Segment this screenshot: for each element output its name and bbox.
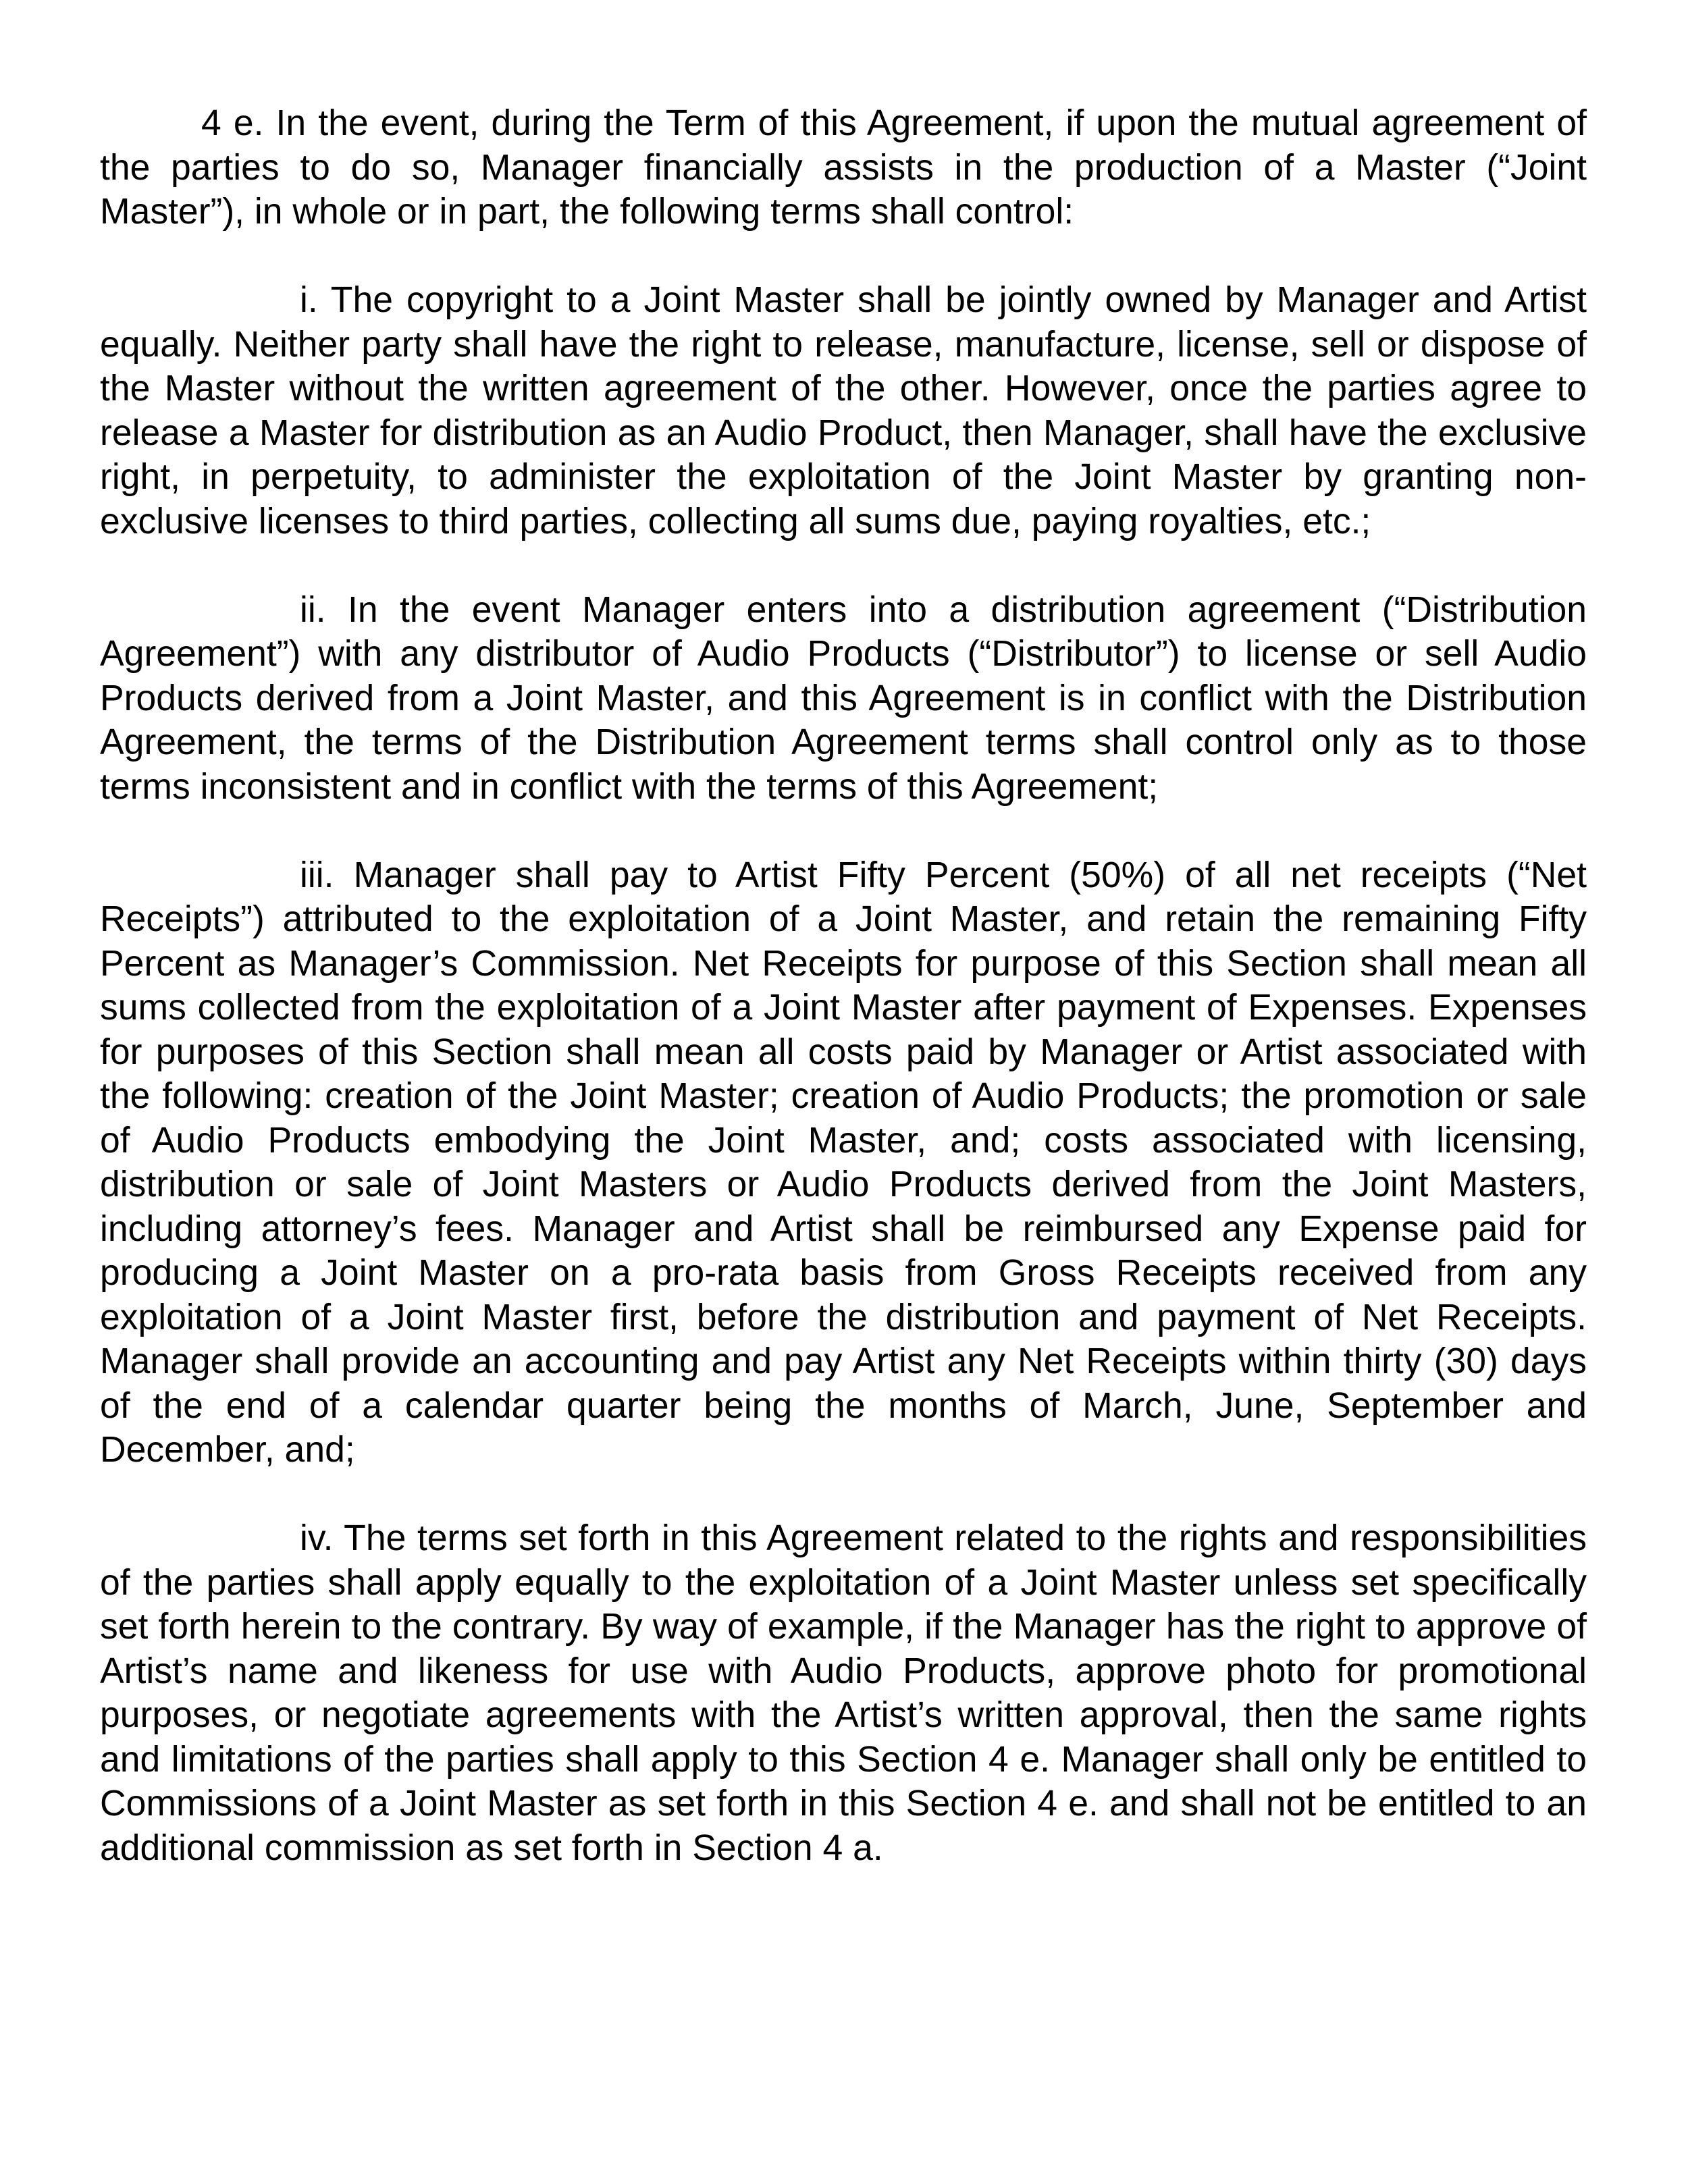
section-4e-intro: 4 e. In the event, during the Term of this Agreement, if upon the mutual agreement of the parties to do so, Manager financially assists in the production of a Master (“Joint Master”), in whole or in part, the following terms shall control: [100,103,1587,232]
clause-i: i. The copyright to a Joint Master shall be jointly owned by Manager and Artist equally. Neither party shall have the right to release, manufacture, license, sell or dispose of the Master without the written agreement of the other. However, once the parties agree to release a Master for distribution as an Audio Product, then Manager, shall have the exclusive right, in perpetuity, to administer the exploitation of the Joint Master by granting non-exclusive licenses to third parties, collecting all sums due, paying royalties, etc.; [100,280,1587,541]
clause-iv: iv. The terms set forth in this Agreement related to the rights and responsibilities of the parties shall apply equally to the exploitation of a Joint Master unless set specifically set forth herein to the contrary. By way of example, if the Manager has the right to approve of Artist’s name and likeness for use with Audio Products, approve photo for promotional purposes, or negotiate agreements with the Artist’s written approval, then the same rights and limitations of the parties shall apply to this Section 4 e. Manager shall only be entitled to Commissions of a Joint Master as set forth in this Section 4 e. and shall not be entitled to an additional commission as set forth in Section 4 a. [100,1518,1587,1868]
document-body [100,101,1587,1915]
clause-ii: ii. In the event Manager enters into a distribution agreement (“Distribution Agreement”) with any distributor of Audio Products (“Distributor”) to license or sell Audio Products derived from a Joint Master, and this Agreement is in conflict with the Distribution Agreement, the terms of the Distribution Agreement terms shall control only as to those terms inconsistent and in conflict with the terms of this Agreement; [100,589,1587,807]
clause-iii: iii. Manager shall pay to Artist Fifty Percent (50%) of all net receipts (“Net Receipts”) attributed to the exploitation of a Joint Master, and retain the remaining Fifty Percent as Manager’s Commission. Net Receipts for purpose of this Section shall mean all sums collected from the exploitation of a Joint Master after payment of Expenses. Expenses for purposes of this Section shall mean all costs paid by Manager or Artist associated with the following: creation of the Joint Master; creation of Audio Products; the promotion or sale of Audio Products embodying the Joint Master, and; costs associated with licensing, distribution or sale of Joint Masters or Audio Products derived from the Joint Masters, including attorney’s fees. Manager and Artist shall be reimbursed any Expense paid for producing a Joint Master on a pro-rata basis from Gross Receipts received from any exploitation of a Joint Master first, before the distribution and payment of Net Receipts. Manager shall provide an accounting and pay Artist any Net Receipts within thirty (30) days of the end of a calendar quarter being the months of March, June, September and December, and; [100,855,1587,1470]
